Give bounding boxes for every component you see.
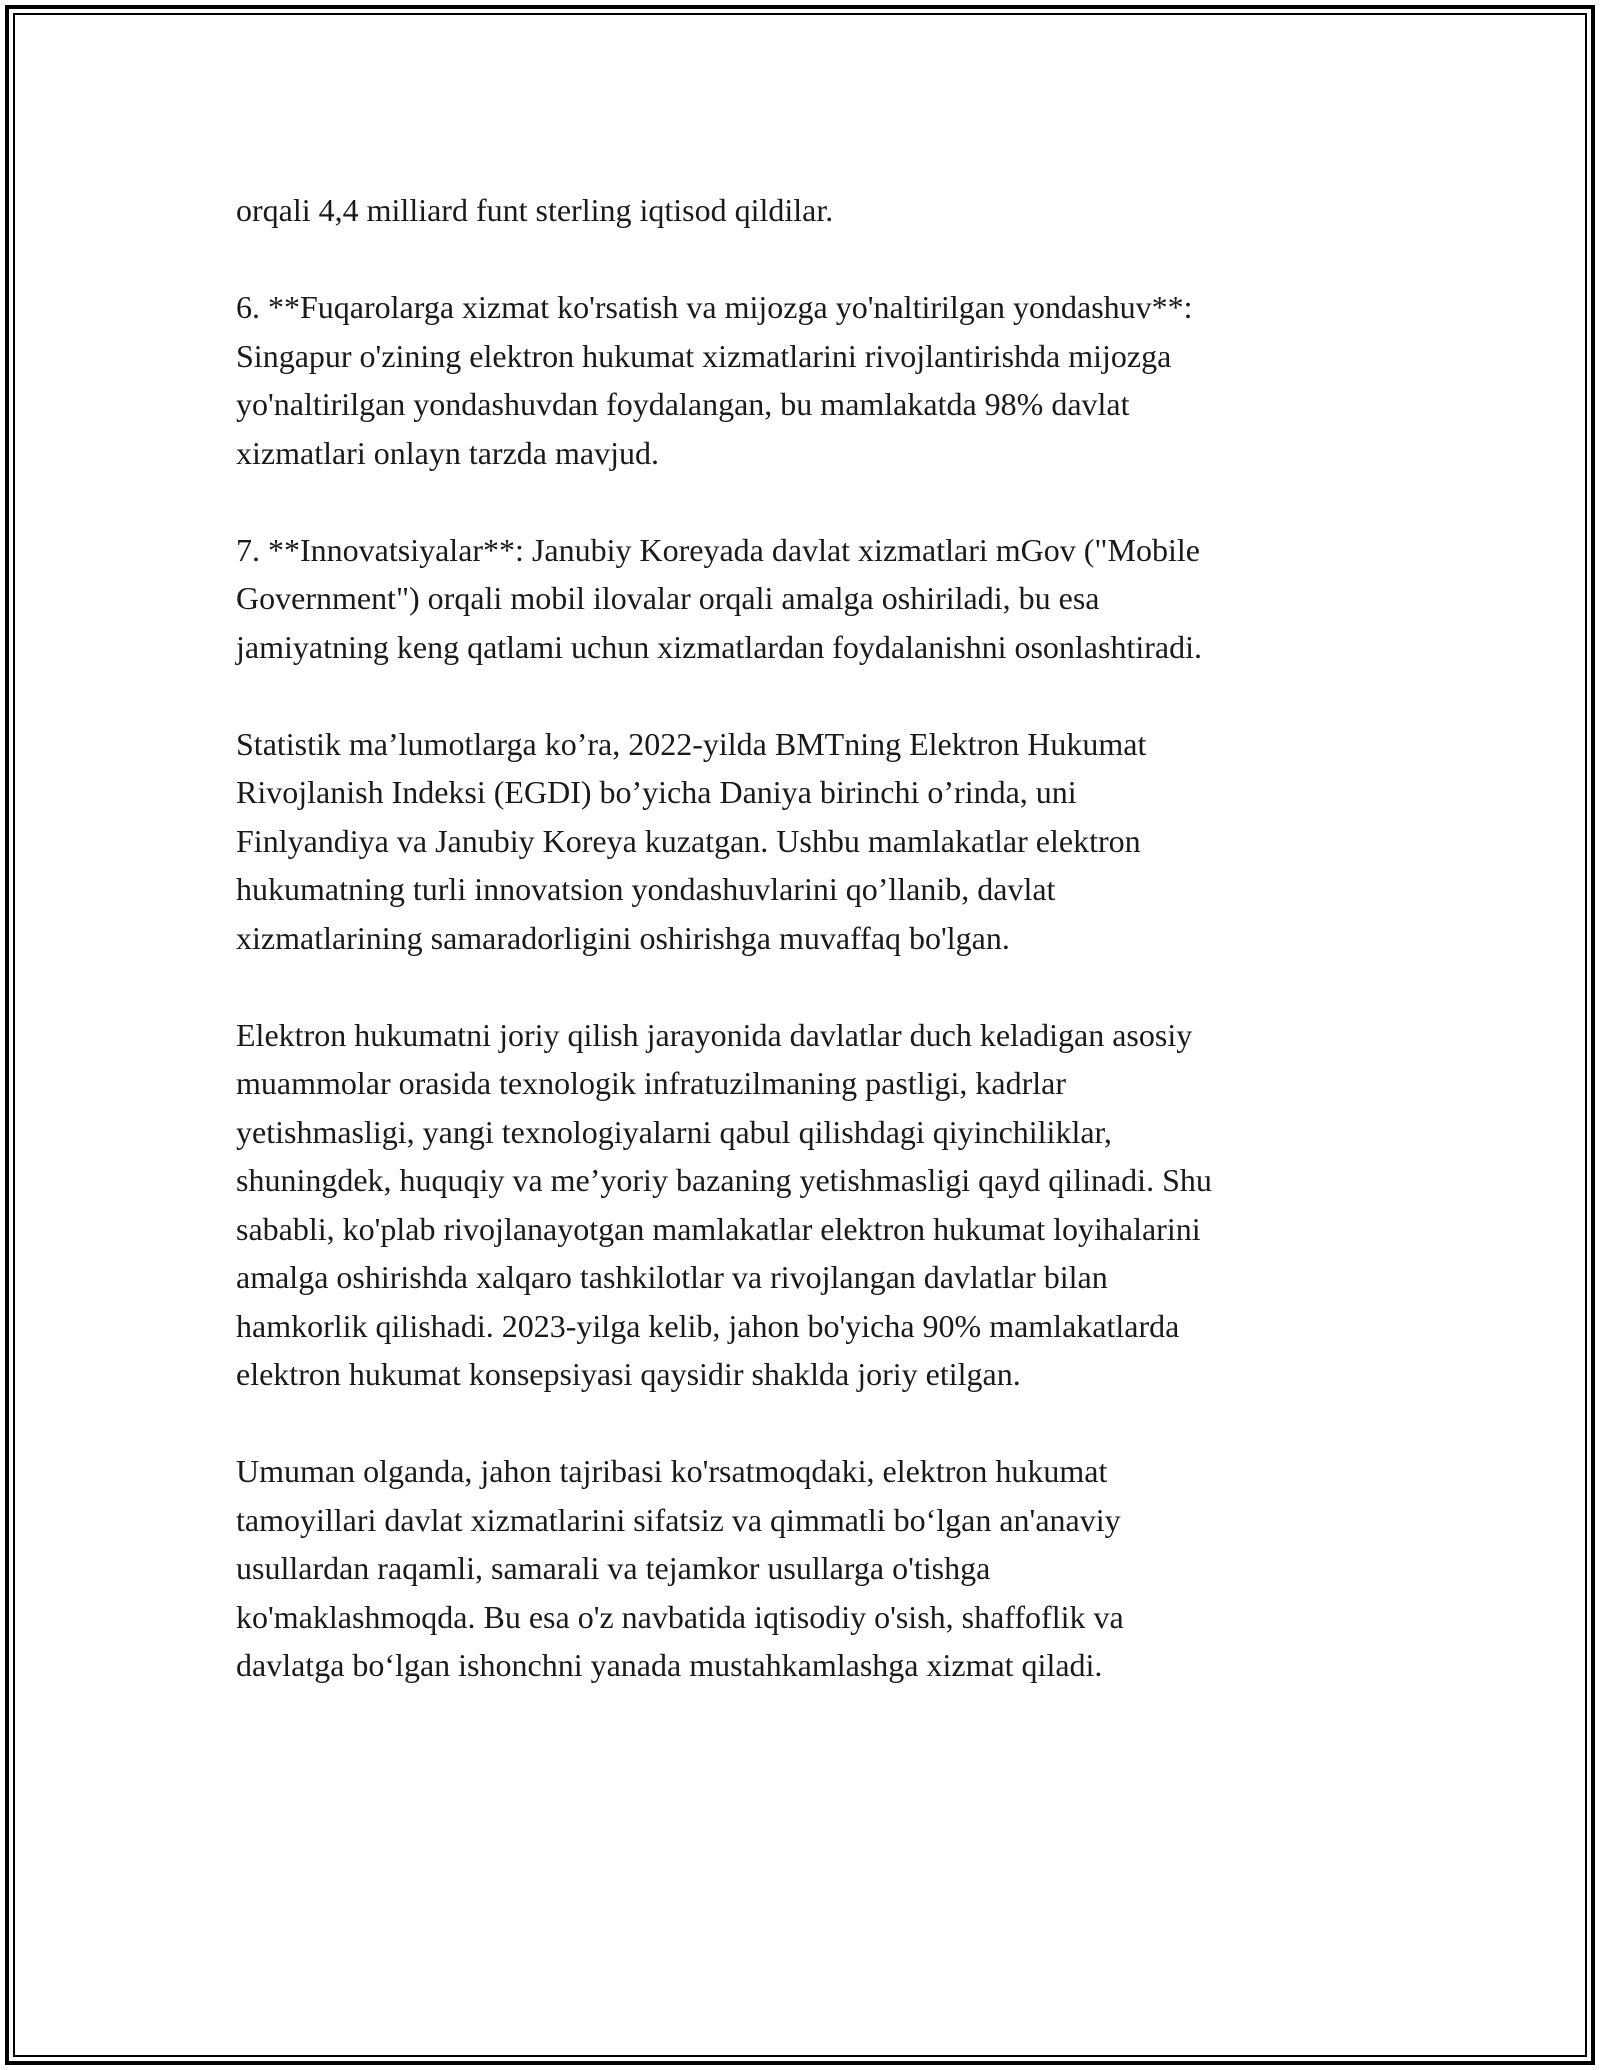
paragraph-egdi-statistics: Statistik ma’lumotlarga ko’ra, 2022-yilda BMTning Elektron Hukumat Rivojlanish Indeksi (EGDI) bo’yicha Daniya birinchi o’rinda, uni Finlyandiya va Janubiy Koreya kuzatgan. Ushbu mamlakatlar elektron hukumatning turli innovatsion yondashuvlarini qo’llanib, davlat xizmatlarining samaradorligini oshirishga muvaffaq bo'lgan. (236, 725, 1147, 956)
paragraph-conclusion: Umuman olganda, jahon tajribasi ko'rsatmoqdaki, elektron hukumat tamoyillari davlat xizmatlarini sifatsiz va qimmatli bo‘lgan an'anaviy usullardan raqamli, samarali va tejamkor usullarga o'tishga ko'maklashmoqda. Bu esa o'z navbatida iqtisodiy o'sish, shaffoflik va davlatga bo‘lgan ishonchni yanada mustahkamlashga xizmat qiladi. (236, 1453, 1124, 1683)
paragraph-innovations: 7. **Innovatsiyalar**: Janubiy Koreyada davlat xizmatlari mGov ("Mobile Government") orqali mobil ilovalar orqali amalga oshiriladi, bu esa jamiyatning keng qatlami uchun xizmatlardan foydalanishni osonlashtiradi. (236, 531, 1202, 665)
paragraph-savings-continuation: orqali 4,4 milliard funt sterling iqtisod qildilar. (236, 192, 834, 228)
document-body (236, 186, 1366, 1738)
paragraph-citizen-service: 6. **Fuqarolarga xizmat ko'rsatish va mijozga yo'naltirilgan yondashuv**: Singapur o'zining elektron hukumat xizmatlarini rivojlantirishda mijozga yo'naltirilgan yondashuvdan foydalangan, bu mamlakatda 98% davlat xizmatlari onlayn tarzda mavjud. (236, 289, 1193, 471)
paragraph-implementation-challenges: Elektron hukumatni joriy qilish jarayonida davlatlar duch keladigan asosiy muammolar orasida texnologik infratuzilmaning pastligi, kadrlar yetishmasligi, yangi texnologiyalarni qabul qilishdagi qiyinchiliklar, shuningdek, huquqiy va me’yoriy bazaning yetishmasligi qayd qilinadi. Shu sababli, ko'plab rivojlanayotgan mamlakatlar elektron hukumat loyihalarini amalga oshirishda xalqaro tashkilotlar va rivojlangan davlatlar bilan hamkorlik qilishadi. 2023-yilga kelib, jahon bo'yicha 90% mamlakatlarda elektron hukumat konsepsiyasi qaysidir shaklda joriy etilgan. (236, 1016, 1212, 1392)
